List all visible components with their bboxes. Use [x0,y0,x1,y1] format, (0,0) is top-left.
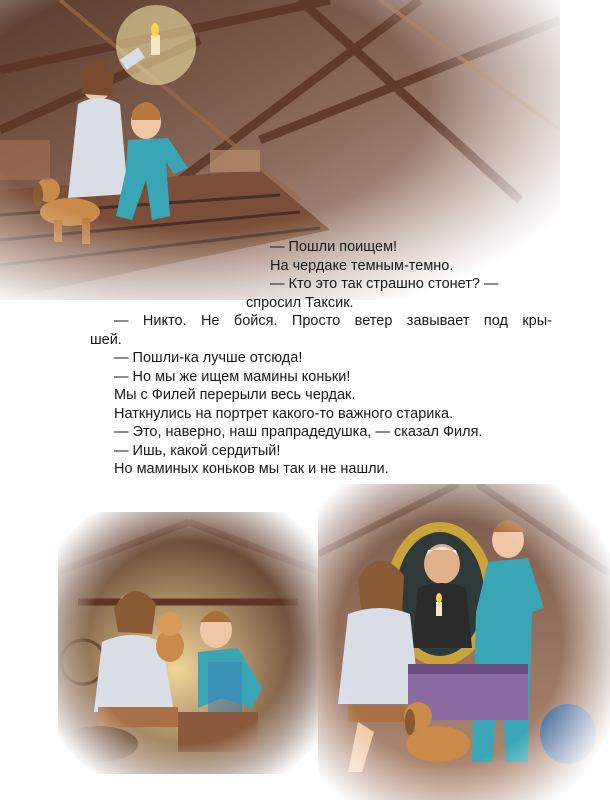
text-line: спросил Таксик. [246,294,354,311]
text-line: — Никто. Не бойся. Просто ветер завывает под кры- [114,313,552,329]
text-line: — Ишь, какой сердитый! [114,442,281,459]
illustration-portrait-mirror [318,484,610,800]
text-line: шей. [90,331,122,348]
text-line: Мы с Филей перерыли весь чердак. [114,387,356,403]
story-text-intro [246,238,556,312]
text-line: — Кто это так страшно стонет? — [270,276,499,292]
text-line: — Пошли поищем! [270,239,398,255]
text-line: На чердаке темным-темно. [270,257,454,274]
story-text-main [90,312,552,479]
text-line: Но маминых коньков мы так и не нашли. [114,461,389,477]
text-line: Наткнулись на портрет какого-то важного старика. [114,405,454,422]
illustration-children-with-dog [58,512,320,774]
text-line: — Пошли-ка лучше отсюда! [114,350,303,366]
text-line: — Но мы же ищем мамины коньки! [114,368,351,385]
text-line: — Это, наверно, наш прапрадедушка, — сказал Филя. [114,424,483,440]
